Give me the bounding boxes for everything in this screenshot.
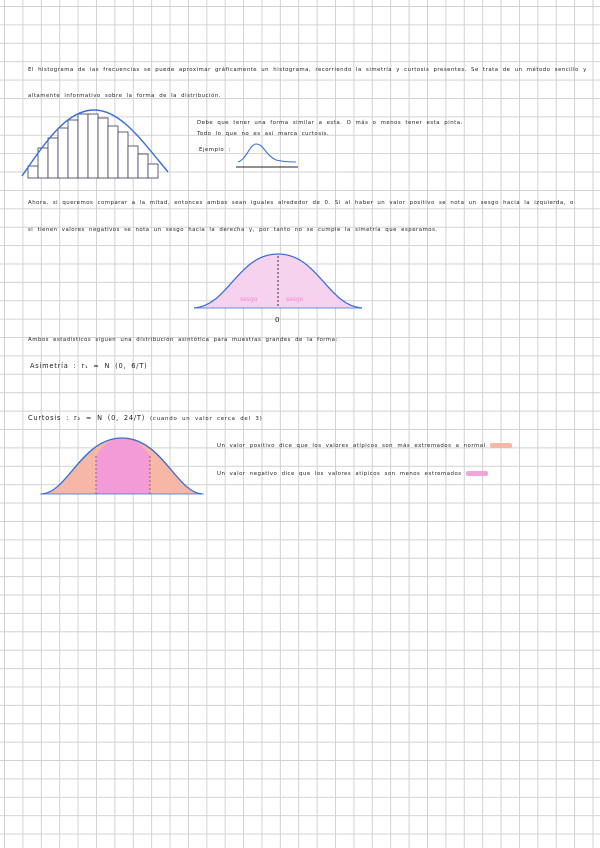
example-curve [238, 144, 296, 162]
negative-note-text: Un valor negativo dice que los valores atípicos son menos extremados [217, 471, 462, 477]
histogram-bar [118, 132, 128, 178]
kurtosis-expr: r₂ ≈ N (0, 24/T) [74, 414, 146, 422]
zero-label: 0 [275, 316, 280, 324]
note-line-1: Debe que tener una forma similar a esta. O más o menos tener esta pinta. [197, 120, 463, 126]
histogram-bar [78, 114, 88, 178]
histogram-bar [148, 164, 158, 178]
histogram-bar [98, 118, 108, 178]
pink-highlight [466, 471, 488, 476]
histogram-bars [28, 114, 158, 178]
example-curve-figure [234, 138, 300, 170]
histogram-bar [88, 114, 98, 178]
example-label: Ejemplo : [199, 147, 231, 153]
symmetry-line-1: Ahora, si queremos comparar a la mitad, entonces ambas sean iguales alrededor de 0. Si al haber un valor positivo se nota un sesgo hacia la izquierda, o [28, 200, 574, 206]
kurtosis-note: (cuando un valor cerca del 3) [150, 416, 263, 422]
kurtosis-figure [38, 430, 208, 502]
histogram-bar [108, 126, 118, 178]
asymmetry-expr: r₁ ≈ N (0, 6/T) [81, 362, 148, 370]
kurtosis-negative-note [217, 470, 488, 478]
kurtosis-formula [28, 414, 262, 423]
histogram-bar [68, 120, 78, 178]
histogram-bar [48, 138, 58, 178]
intro-line-2: altamente informativo sobre la forma de la distribución. [28, 93, 221, 99]
kurtosis-positive-note [217, 442, 512, 450]
histogram-bar [58, 128, 68, 178]
intro-line-1: El histograma de las frecuencias se puede aproximar gráficamente un histograma, recorriendo la simetría y curtosis presentes. Se trata de un método sencillo y [28, 67, 587, 73]
skew-right-label: sesgo [286, 296, 304, 303]
histogram-figure [18, 108, 178, 182]
orange-highlight [490, 443, 512, 448]
kurtosis-label: Curtosis : [28, 414, 70, 422]
positive-note-text: Un valor positivo dice que los valores atípicos son más extremados a normal [217, 443, 486, 449]
symmetry-figure [188, 246, 368, 326]
histogram-bar [28, 166, 38, 178]
histogram-bar [128, 146, 138, 178]
note-line-2: Todo lo que no es así marca curtosis. [197, 131, 330, 137]
skew-left-label: sesgo [240, 296, 258, 303]
asymmetry-label: Asimetría : [30, 362, 77, 370]
histogram-bar [38, 148, 48, 178]
asymptotic-line: Ambos estadísticos siguen una distribución asintótica para muestras grandes de la forma: [28, 337, 338, 343]
asymmetry-formula [30, 362, 148, 370]
symmetry-line-2: si tienen valores negativos se nota un sesgo hacia la derecha y, por tanto no se cumple la simetría que esperamos. [28, 227, 438, 233]
histogram-bar [138, 154, 148, 178]
